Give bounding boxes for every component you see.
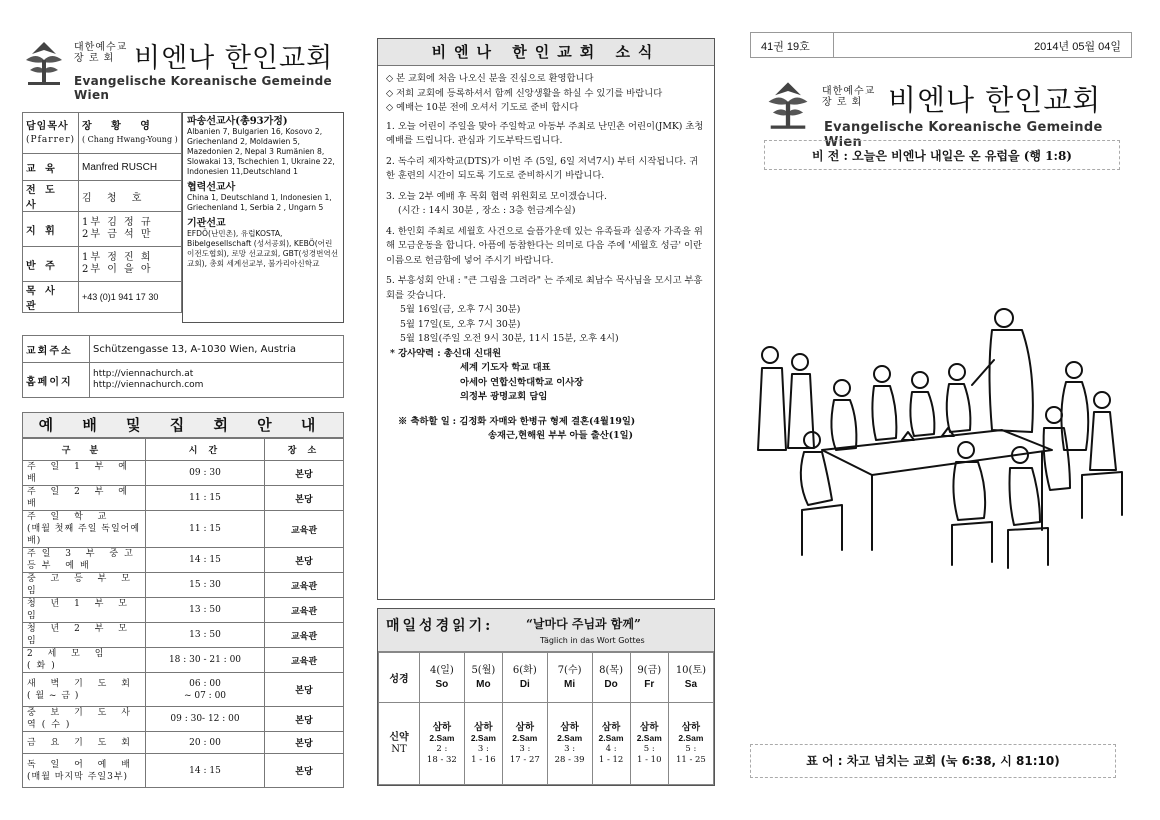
- address-label: 교회주소: [23, 336, 90, 363]
- reading-book: 삼하: [515, 721, 534, 733]
- col-place: 장 소: [265, 439, 344, 461]
- worship-place: 교육관: [265, 511, 344, 548]
- denomination: [74, 42, 127, 64]
- missions-org-text: EFDÖ(난민촌), 유럽KOSTA, Bibelgesellschaft (성서공회), KEBÖ(어린이전도협회), 로망 선교교회, GBT(성경번역선교회), 총회 세계선교부, 불가리아신학교: [187, 229, 339, 268]
- reading-book-en: 2.Sam: [598, 732, 624, 743]
- reading-day-ko: 6(화): [512, 664, 537, 676]
- worship-row: [23, 511, 344, 548]
- reading-table: [378, 652, 714, 785]
- worship-time: 13 : 50: [189, 630, 221, 640]
- speaker-2: 세계 기도자 학교 대표: [460, 362, 551, 373]
- reading-day-ko: 10(토): [675, 664, 706, 676]
- reading-book: 삼하: [560, 721, 579, 733]
- reading-title: 매일성경읽기:: [386, 618, 494, 634]
- missions-sent-title: 파송선교사(총93가정): [187, 116, 288, 127]
- reading-day-de: Mi: [564, 678, 576, 690]
- reading-book: 삼하: [432, 721, 452, 733]
- reading-book: 삼하: [601, 721, 621, 733]
- welcome-2: ◇ 저희 교회에 등록하셔서 함께 신앙생활을 하실 수 있기를 바랍니다: [386, 87, 663, 99]
- news-item-3a: 3. 오늘 2부 예배 후 목회 협력 위원회로 모이겠습니다.: [386, 190, 607, 202]
- worship-name: 주 일 2 부 예 배: [27, 487, 133, 509]
- staff-row-accompanist: [23, 247, 182, 282]
- reading-book-en: 2.Sam: [678, 732, 704, 743]
- reading-subtitle: Täglich in das Wort Gottes: [540, 636, 645, 645]
- worship-rows: [23, 461, 344, 788]
- reading-chapter: 3 :: [477, 743, 489, 754]
- vision-banner: 비 전 : 오늘은 비엔나 내일은 온 유럽을 (행 1:8): [764, 140, 1120, 170]
- reading-verses: 17 - 27: [509, 754, 540, 765]
- worship-place: 본당: [265, 461, 344, 486]
- staff-row-pastor: [23, 113, 182, 154]
- worship-place: 본당: [265, 548, 344, 573]
- reading-books-row: [379, 703, 714, 785]
- volume-number: 41권 19호: [761, 41, 810, 53]
- missions-coop-title: 협력선교사: [187, 182, 236, 193]
- office-phone: +43 (0)1 941 17 30: [79, 282, 182, 313]
- elder-label: 교 육: [23, 154, 79, 181]
- worship-row: [23, 486, 344, 511]
- cover-top-bar: [750, 32, 1132, 58]
- news-item-5b: 5월 16일(금, 오후 7시 30분): [400, 304, 521, 315]
- worship-time: 14 : 15: [189, 555, 221, 565]
- reading-header: [378, 609, 714, 652]
- pastor-name: 장 황 영: [82, 121, 158, 132]
- reading-verses: 1 - 10: [636, 754, 662, 765]
- worship-place: 본당: [265, 486, 344, 511]
- worship-row: [23, 623, 344, 648]
- reading-passage: [630, 703, 668, 785]
- reading-passage: [668, 703, 713, 785]
- accompanist-1: 1부 정 진 희: [82, 252, 153, 263]
- speaker-4: 의정부 광명교회 담임: [460, 391, 548, 402]
- worship-name-sub: ( 월 ~ 금 ): [27, 690, 80, 701]
- worship-row: [23, 732, 344, 754]
- worship-name: 주일 3 부 중고등부 예배: [27, 549, 139, 571]
- reading-day-de: Mo: [476, 678, 491, 690]
- reading-day-de: Sa: [684, 678, 698, 690]
- pastor-label: 담임목사: [26, 120, 69, 132]
- reading-book: 삼하: [474, 721, 493, 733]
- worship-time-end: ~ 07 : 00: [183, 690, 227, 701]
- reading-day-de: Fr: [644, 678, 655, 690]
- reading-day: [630, 653, 668, 703]
- reading-day: [547, 653, 592, 703]
- missions-coop-text: China 1, Deutschland 1, Indonesien 1, Griechenland 1, Serbia 2 , Ungarn 5: [187, 193, 332, 212]
- worship-row: [23, 707, 344, 732]
- reading-verses: 1 - 12: [598, 754, 624, 765]
- news-item-1: 1. 오늘 어린이 주일을 맞아 주일학교 아동부 주최로 난민촌 어린이(JMK) 초청예배를 드립니다. 관심과 기도부탁드립니다.: [386, 120, 704, 146]
- reading-passage: [420, 703, 465, 785]
- missions-box: [182, 112, 344, 323]
- issue-date: 2014년 05월 04일: [1034, 41, 1121, 53]
- reading-verses: 18 - 32: [426, 754, 457, 765]
- address-value: Schützengasse 13, A-1030 Wien, Austria: [90, 336, 344, 363]
- motto-banner: [750, 744, 1116, 778]
- news-item-2: 2. 독수리 제자학교(DTS)가 이번 주 (5일, 6일 저녁7시) 부터 시작됩니다. 귀한 훈련의 시간이 되도록 기도로 준비하시기 바랍니다.: [386, 155, 699, 181]
- reading-book-en: 2.Sam: [557, 732, 583, 743]
- worship-row: [23, 573, 344, 598]
- worship-time: 18 : 30 - 21 : 00: [168, 655, 242, 665]
- worship-place: 교육관: [265, 648, 344, 673]
- reading-verses: 1 - 16: [471, 754, 496, 765]
- worship-time: 15 : 30: [189, 580, 221, 590]
- denomination-line2-right: 장 로 회: [822, 97, 863, 108]
- worship-name: 중 보 기 도 사 역(수): [27, 708, 136, 730]
- reading-chapter: 5 :: [685, 743, 697, 754]
- worship-name: 청 년 2 부 모 임: [27, 624, 133, 646]
- worship-name: 주 일 학 교: [27, 512, 113, 522]
- worship-row: [23, 648, 344, 673]
- conductor-2: 2부 금 석 만: [82, 229, 153, 240]
- reading-verses: 28 - 39: [554, 754, 585, 765]
- worship-name-sub: (매월 마지막 주일3부): [27, 771, 129, 782]
- elder-name: Manfred RUSCH: [79, 154, 182, 181]
- reading-book-en: 2.Sam: [636, 732, 662, 743]
- news-body: [378, 66, 714, 444]
- news-title: 비엔나 한인교회 소식: [378, 39, 714, 66]
- web-link-at[interactable]: http://viennachurch.at: [93, 369, 194, 379]
- reading-day-ko: 8(목): [599, 664, 623, 676]
- welcome-1: ◇ 본 교회에 처음 나오신 분을 진심으로 환영합니다: [386, 73, 594, 84]
- worship-name-sub: (매월 첫째 주일 독일어예배): [27, 524, 141, 546]
- news-item-5d: 5월 18일(주일 오전 9시 30분, 11시 15분, 오후 4시): [400, 333, 619, 344]
- staff-row-office: [23, 282, 182, 313]
- reading-day-ko: 4(일): [429, 664, 454, 676]
- reading-book-en: 2.Sam: [512, 732, 538, 743]
- worship-time: 11 : 15: [189, 524, 221, 534]
- reading-day-de: So: [435, 678, 449, 690]
- reading-chapter: 5 :: [643, 743, 655, 754]
- staff-table: [22, 112, 182, 313]
- welcome-3: ◇ 예배는 10분 전에 오셔서 기도로 준비 합시다: [386, 102, 579, 113]
- reading-book-en: 2.Sam: [429, 732, 455, 743]
- news-item-4: 4. 한인회 주최로 세월호 사건으로 슬픔가운데 있는 유족들과 실종자 가족을 위해 모금운동을 합니다. 아픔에 동참한다는 의미로 다음 주에 '세월호 성금' 이란 이름으로 헌금함에 넣어 주시기 바랍니다.: [386, 225, 703, 266]
- denomination-line1-right: 대한예수교: [822, 86, 876, 97]
- worship-row: [23, 598, 344, 623]
- worship-place: 본당: [265, 732, 344, 754]
- worship-name: 금 요 기 도 회: [27, 737, 136, 748]
- worship-title: 예 배 및 집 회 안 내: [22, 412, 344, 438]
- staff-row-conductor: [23, 212, 182, 247]
- reading-verses: 11 - 25: [675, 754, 706, 765]
- reading-days-row: [379, 653, 714, 703]
- worship-time: 14 : 15: [189, 765, 221, 776]
- news-item-3b: (시간 : 14시 30분 , 장소 : 3층 헌금계수실): [398, 205, 576, 216]
- worship-time: 13 : 50: [189, 605, 221, 615]
- reading-day-ko: 5(월): [471, 664, 496, 676]
- worship-place: 본당: [265, 754, 344, 788]
- denomination-line1: 대한예수교: [74, 42, 128, 53]
- church-name-de: Evangelische Koreanische Gemeinde Wien: [74, 74, 332, 102]
- conductor-1: 1부 김 정 규: [82, 217, 153, 228]
- reading-book: 삼하: [640, 721, 659, 733]
- accompanist-label: 반 주: [23, 247, 79, 282]
- worship-name: 독 일 어 예 배: [27, 759, 136, 770]
- worship-time: 20 : 00: [189, 737, 221, 748]
- worship-time: 09 : 30- 12 : 00: [170, 714, 240, 724]
- reading-chapter: 3 :: [519, 743, 531, 754]
- worship-place: 교육관: [265, 623, 344, 648]
- reading-row1-label: 성경: [379, 653, 420, 703]
- reading-section: [377, 608, 715, 786]
- col-time: 시 간: [146, 439, 265, 461]
- reading-day: [668, 653, 713, 703]
- speaker-1: * 강사약력 : 총신대 신대원: [390, 347, 502, 359]
- church-name-ko: 비엔나 한인교회: [134, 43, 334, 74]
- church-name-ko-right: 비엔나 한인교회: [888, 83, 1102, 117]
- news-section: [377, 38, 715, 600]
- reading-day: [420, 653, 465, 703]
- reading-book: 삼하: [681, 721, 701, 733]
- reading-day-ko: 7(수): [557, 664, 582, 676]
- header-left: [22, 36, 352, 102]
- last-supper-illustration: [752, 300, 1132, 570]
- contact-table: [22, 335, 344, 398]
- reading-day-de: Do: [604, 678, 618, 690]
- congrats-2: 송재근,현해원 부부 아들 출산(1일): [488, 430, 633, 441]
- accompanist-2: 2부 이 을 아: [82, 264, 153, 275]
- congrats-label: ※ 축하할 일: [398, 415, 450, 427]
- pastor-sub: (Pfarrer): [26, 134, 76, 145]
- reading-day-de: Di: [519, 678, 530, 690]
- news-item-5c: 5월 17일(토, 오후 7시 30분): [400, 318, 521, 330]
- worship-time: 11 : 15: [189, 493, 221, 503]
- worship-place: 교육관: [265, 598, 344, 623]
- reading-passage: [502, 703, 547, 785]
- missions-sent-text: Albanien 7, Bulgarien 16, Kosovo 2, Griechenland 2, Moldawien 5, Mazedonien 2, Nepal 3 Rumänien 8, Slowakai 13, Tschechien 1, Ukraine 22, Indonesien 11,Deutschland 1: [187, 127, 335, 176]
- worship-place: 본당: [265, 707, 344, 732]
- worship-row: [23, 673, 344, 707]
- web-label: 홈페이지: [23, 363, 90, 398]
- denomination-line2: 장 로 회: [74, 53, 115, 64]
- missions-org-title: 기관선교: [187, 218, 226, 229]
- worship-place: 본당: [265, 673, 344, 707]
- evangelist-label: 전 도 사: [23, 181, 79, 212]
- church-logo-icon-2: [764, 78, 812, 132]
- reading-chapter: 4 :: [605, 743, 617, 754]
- worship-time: 06 : 00: [189, 678, 221, 689]
- header-right: [764, 78, 1124, 150]
- worship-place: 교육관: [265, 573, 344, 598]
- worship-row: [23, 461, 344, 486]
- reading-day: [464, 653, 502, 703]
- conductor-label: 지 휘: [23, 212, 79, 247]
- reading-passage: [592, 703, 630, 785]
- reading-passage: [547, 703, 592, 785]
- reading-book-en: 2.Sam: [470, 732, 496, 743]
- speaker-3: 아세아 연합신학대학교 이사장: [460, 376, 584, 388]
- staff-row-evangelist: [23, 181, 182, 212]
- worship-time: 09 : 30: [189, 468, 221, 478]
- worship-row: [23, 548, 344, 573]
- worship-section: [22, 412, 344, 788]
- reading-quote: “날마다 주님과 함께”: [526, 617, 641, 631]
- congrats-1: : 김정화 자매와 한병규 형제 결혼(4월19일): [452, 415, 636, 427]
- motto-text: 표 어 : 차고 넘치는 교회 (눅 6:38, 시 81:10): [806, 754, 1060, 768]
- reading-passage: [464, 703, 502, 785]
- reading-chapter: 3 :: [564, 743, 576, 754]
- church-name-de-right: Evangelische Koreanische Gemeinde Wien: [824, 120, 1103, 150]
- news-item-5a: 5. 부흥성회 안내 : "큰 그림을 그려라" 는 주제로 최남수 목사님을 모시고 부흥회를 갖습니다.: [386, 275, 703, 301]
- worship-name: 새 벽 기 도 회: [27, 678, 136, 689]
- pastor-roman: ( Chang Hwang-Young ): [82, 135, 178, 144]
- reading-day-ko: 9(금): [637, 664, 662, 676]
- reading-day: [502, 653, 547, 703]
- staff-row-elder: [23, 154, 182, 181]
- col-name: 구 분: [23, 439, 146, 461]
- web-link-com[interactable]: http://viennachurch.com: [93, 380, 204, 390]
- reading-row2-sub: NT: [391, 743, 407, 755]
- office-label: 목 사 관: [23, 282, 79, 313]
- church-logo-icon: [22, 38, 66, 88]
- worship-name: 중 고 등 부 모 임: [27, 574, 136, 596]
- worship-row: [23, 754, 344, 788]
- evangelist-name: 김 청 호: [79, 181, 182, 212]
- reading-row2-label: 신약: [389, 731, 409, 743]
- reading-chapter: 2 :: [436, 743, 448, 754]
- worship-name: 2 세 모 임(화): [27, 649, 110, 671]
- worship-name: 청 년 1 부 모 임: [27, 599, 133, 621]
- worship-name: 주 일 1 부 예 배: [27, 462, 133, 484]
- worship-table: [22, 438, 344, 788]
- reading-day: [592, 653, 630, 703]
